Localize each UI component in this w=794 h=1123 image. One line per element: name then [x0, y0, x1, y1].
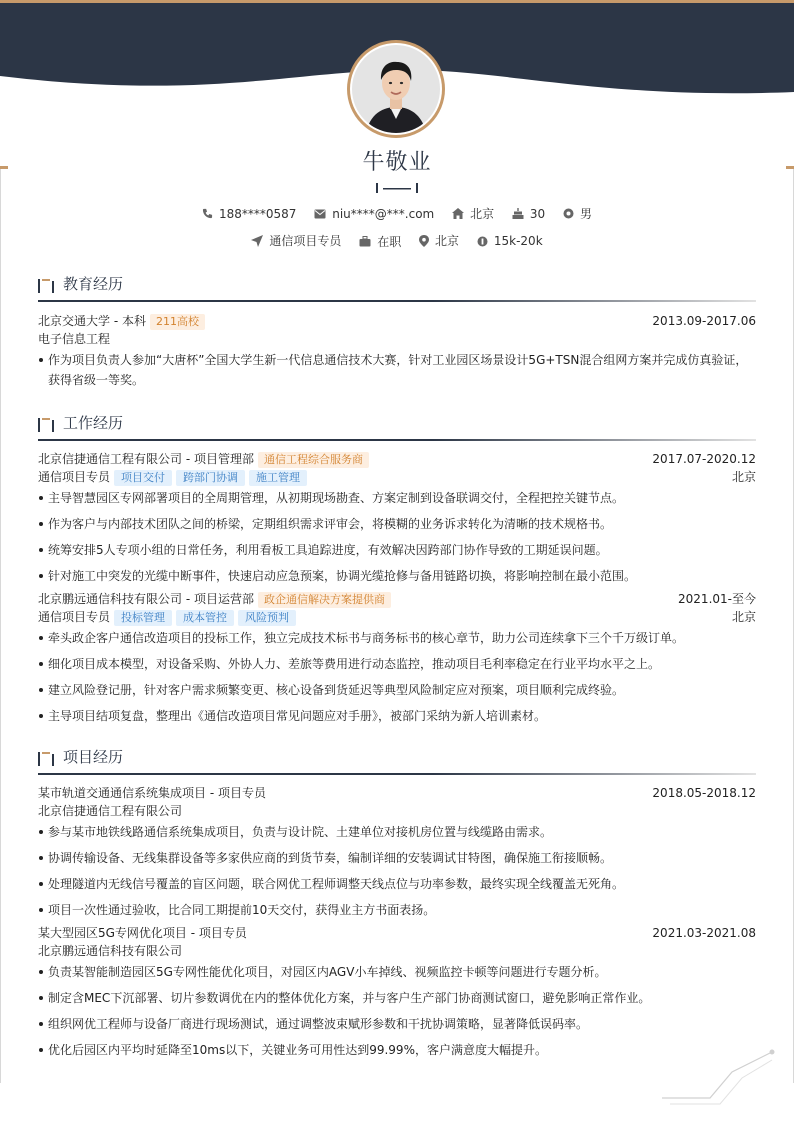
section-work	[38, 411, 756, 441]
company-tag: 通信工程综合服务商	[258, 452, 369, 468]
home-icon	[452, 208, 464, 219]
coin-icon	[477, 236, 488, 247]
work-company: 北京信捷通信工程有限公司 - 项目管理部	[38, 452, 254, 466]
age-text: 30	[529, 206, 546, 221]
skill-tag: 成本管控	[176, 610, 234, 626]
gender-text: 男	[580, 207, 593, 221]
list-item: 组织网优工程师与设备厂商进行现场测试，通过调整波束赋形参数和干扰协调策略，显著降低误码率。	[38, 1014, 756, 1034]
list-item: 建立风险登记册，针对客户需求频繁变更、核心设备到货延迟等典型风险制定应对预案，项目顺利完成终验。	[38, 680, 756, 700]
project-company: 北京信捷通信工程有限公司	[38, 804, 183, 818]
work-company: 北京鹏远通信科技有限公司 - 项目运营部	[38, 592, 254, 606]
list-item: 项目一次性通过验收，比合同工期提前10天交付，获得业主方书面表扬。	[38, 900, 756, 920]
list-item: 牵头政企客户通信改造项目的投标工作，独立完成技术标书与商务标书的核心章节，助力公司连续拿下三个千万级订单。	[38, 628, 756, 648]
list-item: 主导智慧园区专网部署项目的全周期管理，从初期现场勘查、方案定制到设备联调交付，全程把控关键节点。	[38, 488, 756, 508]
pin-icon	[419, 235, 429, 247]
left-border-line	[0, 168, 1, 1083]
section-rule	[38, 300, 756, 302]
work-city: 北京	[731, 610, 756, 624]
school-tag: 211高校	[150, 314, 205, 330]
company-tag: 政企通信解决方案提供商	[258, 592, 391, 608]
send-icon	[251, 235, 263, 247]
project-title: 某大型园区5G专网优化项目 - 项目专员	[38, 926, 247, 940]
list-item: 协调传输设备、无线集群设备等多家供应商的到货节奏，编制详细的安装调试甘特图，确保施工衔接顺畅。	[38, 848, 756, 868]
skill-tag: 施工管理	[249, 470, 307, 486]
list-item: 负责某智能制造园区5G专网性能优化项目，对园区内AGV小车掉线、视频监控卡顿等问题进行专题分析。	[38, 962, 756, 982]
section-title-education: 教育经历	[63, 275, 124, 293]
work-entry-1	[38, 450, 756, 586]
section-mark-icon	[38, 752, 56, 766]
section-rule	[38, 773, 756, 775]
candidate-name: 牛敬业	[362, 150, 432, 175]
list-item: 处理隧道内无线信号覆盖的盲区问题，联合网优工程师调整天线点位与功率参数，最终实现全线覆盖无死角。	[38, 874, 756, 894]
gender-item	[563, 205, 592, 222]
phone-icon	[202, 208, 213, 219]
position-item	[251, 232, 341, 249]
email-item	[314, 207, 434, 221]
work-entry-2	[38, 590, 756, 726]
section-title-project: 项目经历	[63, 748, 124, 766]
work-role: 通信项目专员	[38, 610, 111, 624]
work-role: 通信项目专员	[38, 470, 111, 484]
project-entry-2	[38, 924, 756, 1060]
education-entry	[38, 312, 756, 390]
work-period: 2017.07-2020.12	[652, 452, 756, 466]
position-text: 通信项目专员	[269, 234, 342, 248]
location-text: 北京	[470, 207, 495, 221]
name-divider	[376, 183, 418, 193]
major: 电子信息工程	[38, 332, 111, 346]
skill-tag: 项目交付	[114, 470, 172, 486]
phone-text: 188****0587	[218, 206, 297, 221]
age-item	[512, 207, 545, 221]
list-item: 制定含MEC下沉部署、切片参数调优在内的整体优化方案，并与客户生产部门协商测试窗口，避免影响正常作业。	[38, 988, 756, 1008]
salary-text: 15k-20k	[493, 234, 543, 248]
phone-item	[202, 207, 296, 221]
avatar	[347, 40, 445, 138]
work-city: 北京	[731, 470, 756, 484]
section-mark-icon	[38, 279, 56, 293]
list-item: 统筹安排5人专项小组的日常任务，利用看板工具追踪进度，有效解决因跨部门协作导致的工期延误问题。	[38, 540, 756, 560]
job-intent-row	[0, 232, 794, 250]
status-item	[359, 233, 401, 250]
work-period: 2021.01-至今	[678, 592, 756, 606]
section-title-work: 工作经历	[63, 414, 124, 432]
list-item: 参与某市地铁线路通信系统集成项目，负责与设计院、土建单位对接机房位置与线缆路由需求。	[38, 822, 756, 842]
gender-icon	[563, 208, 574, 219]
list-item: 优化后园区内平均时延降至10ms以下，关键业务可用性达到99.99%，客户满意度大幅提升。	[38, 1040, 756, 1060]
city-item	[419, 232, 459, 249]
list-item: 主导项目结项复盘，整理出《通信改造项目常见问题应对手册》，被部门采纳为新人培训素材。	[38, 706, 756, 726]
education-period: 2013.09-2017.06	[652, 314, 756, 328]
section-education	[38, 272, 756, 302]
project-title: 某市轨道交通通信系统集成项目 - 项目专员	[38, 786, 266, 800]
list-item: 细化项目成本模型，对设备采购、外协人力、差旅等费用进行动态监控，推动项目毛利率稳定在行业平均水平之上。	[38, 654, 756, 674]
briefcase-icon	[359, 236, 371, 247]
skill-tag: 投标管理	[114, 610, 172, 626]
city-text: 北京	[435, 234, 460, 248]
status-text: 在职	[377, 234, 402, 249]
project-company: 北京鹏远通信科技有限公司	[38, 944, 183, 958]
section-rule	[38, 439, 756, 441]
location-item	[452, 205, 494, 222]
section-project	[38, 745, 756, 775]
skill-tag: 风险预判	[238, 610, 296, 626]
avatar-photo	[352, 45, 440, 133]
project-entry-1	[38, 784, 756, 920]
project-period: 2018.05-2018.12	[652, 786, 756, 800]
skill-tag: 跨部门协调	[176, 470, 245, 486]
list-item: 作为项目负责人参加“大唐杯”全国大学生新一代信息通信技术大赛，针对工业园区场景设计5G+TSN混合组网方案并完成仿真验证，获得省级一等奖。	[38, 350, 756, 390]
mail-icon	[314, 209, 326, 219]
decorative-lines	[660, 1048, 780, 1108]
list-item: 作为客户与内部技术团队之间的桥梁，定期组织需求评审会，将模糊的业务诉求转化为清晰的技术规格书。	[38, 514, 756, 534]
project-period: 2021.03-2021.08	[652, 926, 756, 940]
email-text: niu****@***.com	[332, 207, 435, 221]
salary-item	[477, 234, 543, 248]
school-degree: 北京交通大学 - 本科	[38, 314, 146, 328]
contact-row	[0, 205, 794, 222]
cake-icon	[512, 208, 524, 219]
list-item: 针对施工中突发的光缆中断事件，快速启动应急预案，协调光缆抢修与备用链路切换，将影响控制在最小范围。	[38, 566, 756, 586]
section-mark-icon	[38, 418, 56, 432]
